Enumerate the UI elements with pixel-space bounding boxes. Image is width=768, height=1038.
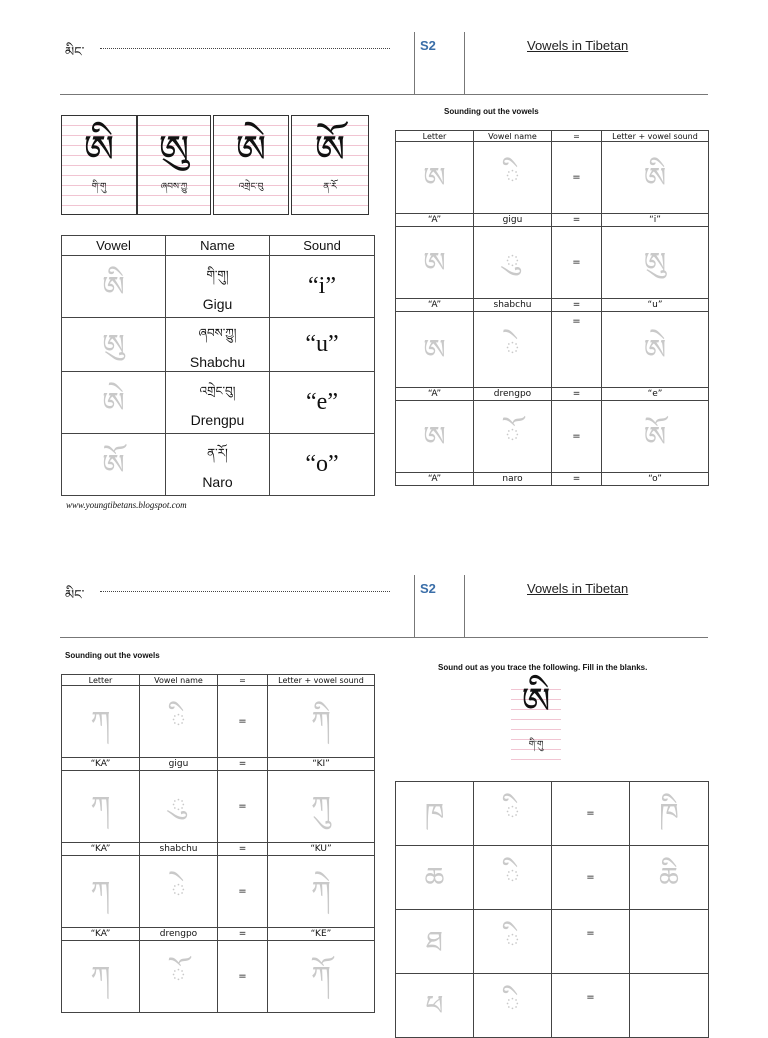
letter-trace: ཨ (423, 332, 446, 366)
vowel-name: Naro (202, 473, 233, 490)
letter-trace: ཕ (425, 988, 444, 1022)
vowel-mark-trace: ི (504, 796, 521, 830)
letter-trace: ཀ (90, 959, 111, 993)
vowel-mark-trace: ུ (504, 245, 521, 279)
vowel-name: Drengpu (190, 411, 245, 428)
table-row (62, 256, 375, 318)
worksheet-title: Vowels in Tibetan (527, 38, 629, 53)
letter-trace: ཀ (90, 874, 111, 908)
vowel-name: shabchu (140, 843, 218, 856)
letter-trace: ཀ (90, 789, 111, 823)
letter-sound: “KA” (62, 843, 140, 856)
table-row (396, 388, 709, 401)
table-row (396, 910, 709, 974)
letter-sound: “A” (396, 299, 474, 312)
result-trace: ཨོ (643, 419, 667, 453)
header-divider (464, 575, 465, 637)
equals-sign: = (552, 214, 602, 227)
worksheet-code: S2 (420, 38, 436, 53)
column-header: Letter (62, 675, 140, 686)
vowel-mark-trace: ོ (170, 959, 187, 993)
table-row (396, 142, 709, 214)
equals-sign: = (552, 299, 602, 312)
result-sound: “KU” (268, 843, 375, 856)
vowel-mark-trace: ོ (504, 419, 521, 453)
table-row (62, 928, 375, 941)
table-row (396, 227, 709, 299)
sounding-table-ka (61, 674, 375, 1013)
result-trace: ཀུ (311, 789, 331, 823)
vowel-sound: “e” (306, 389, 338, 415)
equals-sign: = (552, 312, 602, 388)
vowel-card (137, 115, 211, 215)
equals-sign: = (552, 974, 630, 1038)
table-row (396, 299, 709, 312)
vowel-mark-trace: ི (170, 704, 187, 738)
vowel-card-glyph: ཨི (83, 127, 115, 171)
equals-sign: = (552, 782, 630, 846)
vowel-mark-trace: ི (504, 860, 521, 894)
table-row (62, 686, 375, 758)
letter-sound: “KA” (62, 758, 140, 771)
column-header: Letter + vowel sound (268, 675, 375, 686)
vowel-card-glyph: ཨུ (158, 127, 190, 171)
vowel-card-glyph: ཨེ (235, 127, 267, 171)
result-trace: ཀོ (311, 959, 331, 993)
header-divider (414, 32, 415, 94)
vowel-cards (61, 115, 369, 215)
result-trace: ཨེ (643, 332, 667, 366)
table-row (62, 434, 375, 496)
vowel-name: Shabchu (189, 353, 246, 370)
vowel-sound: “i” (308, 273, 336, 299)
column-header: Letter (396, 131, 474, 142)
vowel-name: Gigu (202, 295, 233, 312)
equals-sign: = (218, 758, 268, 771)
table-row (62, 758, 375, 771)
equals-sign: = (218, 771, 268, 843)
vowel-card-caption: འགྲེང་བུ (238, 182, 264, 192)
result-sound: “KI” (268, 758, 375, 771)
result-trace: ཨུ (643, 245, 667, 279)
equals-sign: = (218, 843, 268, 856)
equals-sign: = (218, 686, 268, 758)
trace-example-glyph: ཨི (521, 681, 551, 722)
vowel-mark-trace: ེ (170, 874, 187, 908)
vowel-name: gigu (140, 758, 218, 771)
vowel-mark-trace: ི (504, 160, 521, 194)
vowel-name-tibetan: ཞབས་ཀྱུ། (198, 325, 237, 340)
table-row (62, 856, 375, 928)
letter-sound: “KA” (62, 928, 140, 941)
blank-answer-cell[interactable] (630, 910, 709, 974)
result-sound: “e” (602, 388, 709, 401)
letter-trace: ཨ (423, 245, 446, 279)
column-header: Vowel (62, 236, 166, 256)
vowel-name-tibetan: འགྲེང་བུ། (199, 383, 236, 398)
vowel-sound: “u” (305, 331, 339, 357)
table-row (62, 318, 375, 372)
result-trace: ཆི (659, 860, 679, 894)
header-rule (60, 94, 708, 95)
section-title: Sounding out the vowels (65, 651, 160, 660)
result-sound: “KE” (268, 928, 375, 941)
header-rule (60, 637, 708, 638)
trace-table (395, 781, 709, 1038)
result-sound: “i” (602, 214, 709, 227)
name-label: མིང་ (65, 45, 85, 60)
name-blank-line (100, 48, 390, 49)
column-header: = (552, 131, 602, 142)
column-header: = (218, 675, 268, 686)
letter-trace: ཨ (423, 160, 446, 194)
letter-trace: ཁ (424, 796, 445, 830)
table-row (396, 312, 709, 388)
letter-trace: ཨ (423, 419, 446, 453)
vowel-mark-trace: ེ (504, 332, 521, 366)
table-row (62, 941, 375, 1013)
header-divider (464, 32, 465, 94)
vowel-card-caption: ན་རོ (323, 182, 337, 192)
vowel-card-caption: གི་གུ (91, 182, 107, 192)
vowel-name-tibetan: ན་རོ། (207, 445, 228, 460)
vowel-name: drengpo (474, 388, 552, 401)
result-sound: “u” (602, 299, 709, 312)
table-row (396, 401, 709, 473)
vowel-mark-trace: ུ (170, 789, 187, 823)
column-header: Letter + vowel sound (602, 131, 709, 142)
vowel-trace-glyph: ཨི (102, 269, 125, 303)
column-header: Sound (270, 236, 375, 256)
equals-sign: = (552, 401, 602, 473)
trace-example-caption: གི་གུ (528, 740, 544, 750)
vowel-name: shabchu (474, 299, 552, 312)
name-blank-line (100, 591, 390, 592)
equals-sign: = (552, 910, 630, 974)
worksheet-code: S2 (420, 581, 436, 596)
equals-sign: = (552, 142, 602, 214)
letter-sound: “A” (396, 473, 474, 486)
vowel-mark-trace: ི (504, 924, 521, 958)
table-row (396, 974, 709, 1038)
vowel-card-caption: ཞབས་ཀྱུ (160, 182, 188, 192)
table-row (396, 846, 709, 910)
letter-trace: ཆ (424, 860, 445, 894)
equals-sign: = (552, 846, 630, 910)
vowel-name-tibetan: གི་གུ། (206, 267, 229, 282)
name-label: མིང་ (65, 588, 85, 603)
equals-sign: = (218, 856, 268, 928)
header-divider (414, 575, 415, 637)
result-trace: ཀི (311, 704, 331, 738)
result-trace: ཀེ (311, 874, 331, 908)
sounding-table-a (395, 130, 709, 486)
vowel-trace-glyph: ཨོ (102, 447, 125, 481)
vowel-mark-trace: ི (504, 988, 521, 1022)
equals-sign: = (552, 227, 602, 299)
vowel-card (61, 115, 137, 215)
vowel-card-glyph: ཨོ (314, 127, 346, 171)
vowel-card (213, 115, 289, 215)
vowel-table (61, 235, 375, 496)
result-sound: “o” (602, 473, 709, 486)
trace-instruction: Sound out as you trace the following. Fill in the blanks. (438, 663, 648, 672)
vowel-card (291, 115, 369, 215)
website-link[interactable]: www.youngtibetans.blogspot.com (66, 500, 187, 510)
result-trace: ཁི (659, 796, 679, 830)
vowel-trace-glyph: ཨུ (102, 327, 125, 361)
worksheet-title: Vowels in Tibetan (527, 581, 629, 596)
table-row (62, 771, 375, 843)
table-row (62, 843, 375, 856)
column-header: Name (166, 236, 270, 256)
blank-answer-cell[interactable] (630, 974, 709, 1038)
column-header: Vowel name (474, 131, 552, 142)
equals-sign: = (218, 941, 268, 1013)
table-row (396, 782, 709, 846)
equals-sign: = (218, 928, 268, 941)
vowel-trace-glyph: ཨེ (102, 385, 125, 419)
equals-sign: = (552, 473, 602, 486)
letter-trace: ཐ (426, 924, 443, 958)
section-title: Sounding out the vowels (444, 107, 539, 116)
vowel-name: drengpo (140, 928, 218, 941)
table-row (62, 372, 375, 434)
letter-sound: “A” (396, 214, 474, 227)
result-trace: ཨི (643, 160, 667, 194)
vowel-name: gigu (474, 214, 552, 227)
vowel-sound: “o” (305, 451, 339, 477)
letter-sound: “A” (396, 388, 474, 401)
column-header: Vowel name (140, 675, 218, 686)
trace-example-card (511, 680, 561, 766)
vowel-name: naro (474, 473, 552, 486)
table-row (396, 473, 709, 486)
letter-trace: ཀ (90, 704, 111, 738)
equals-sign: = (552, 388, 602, 401)
table-row (396, 214, 709, 227)
